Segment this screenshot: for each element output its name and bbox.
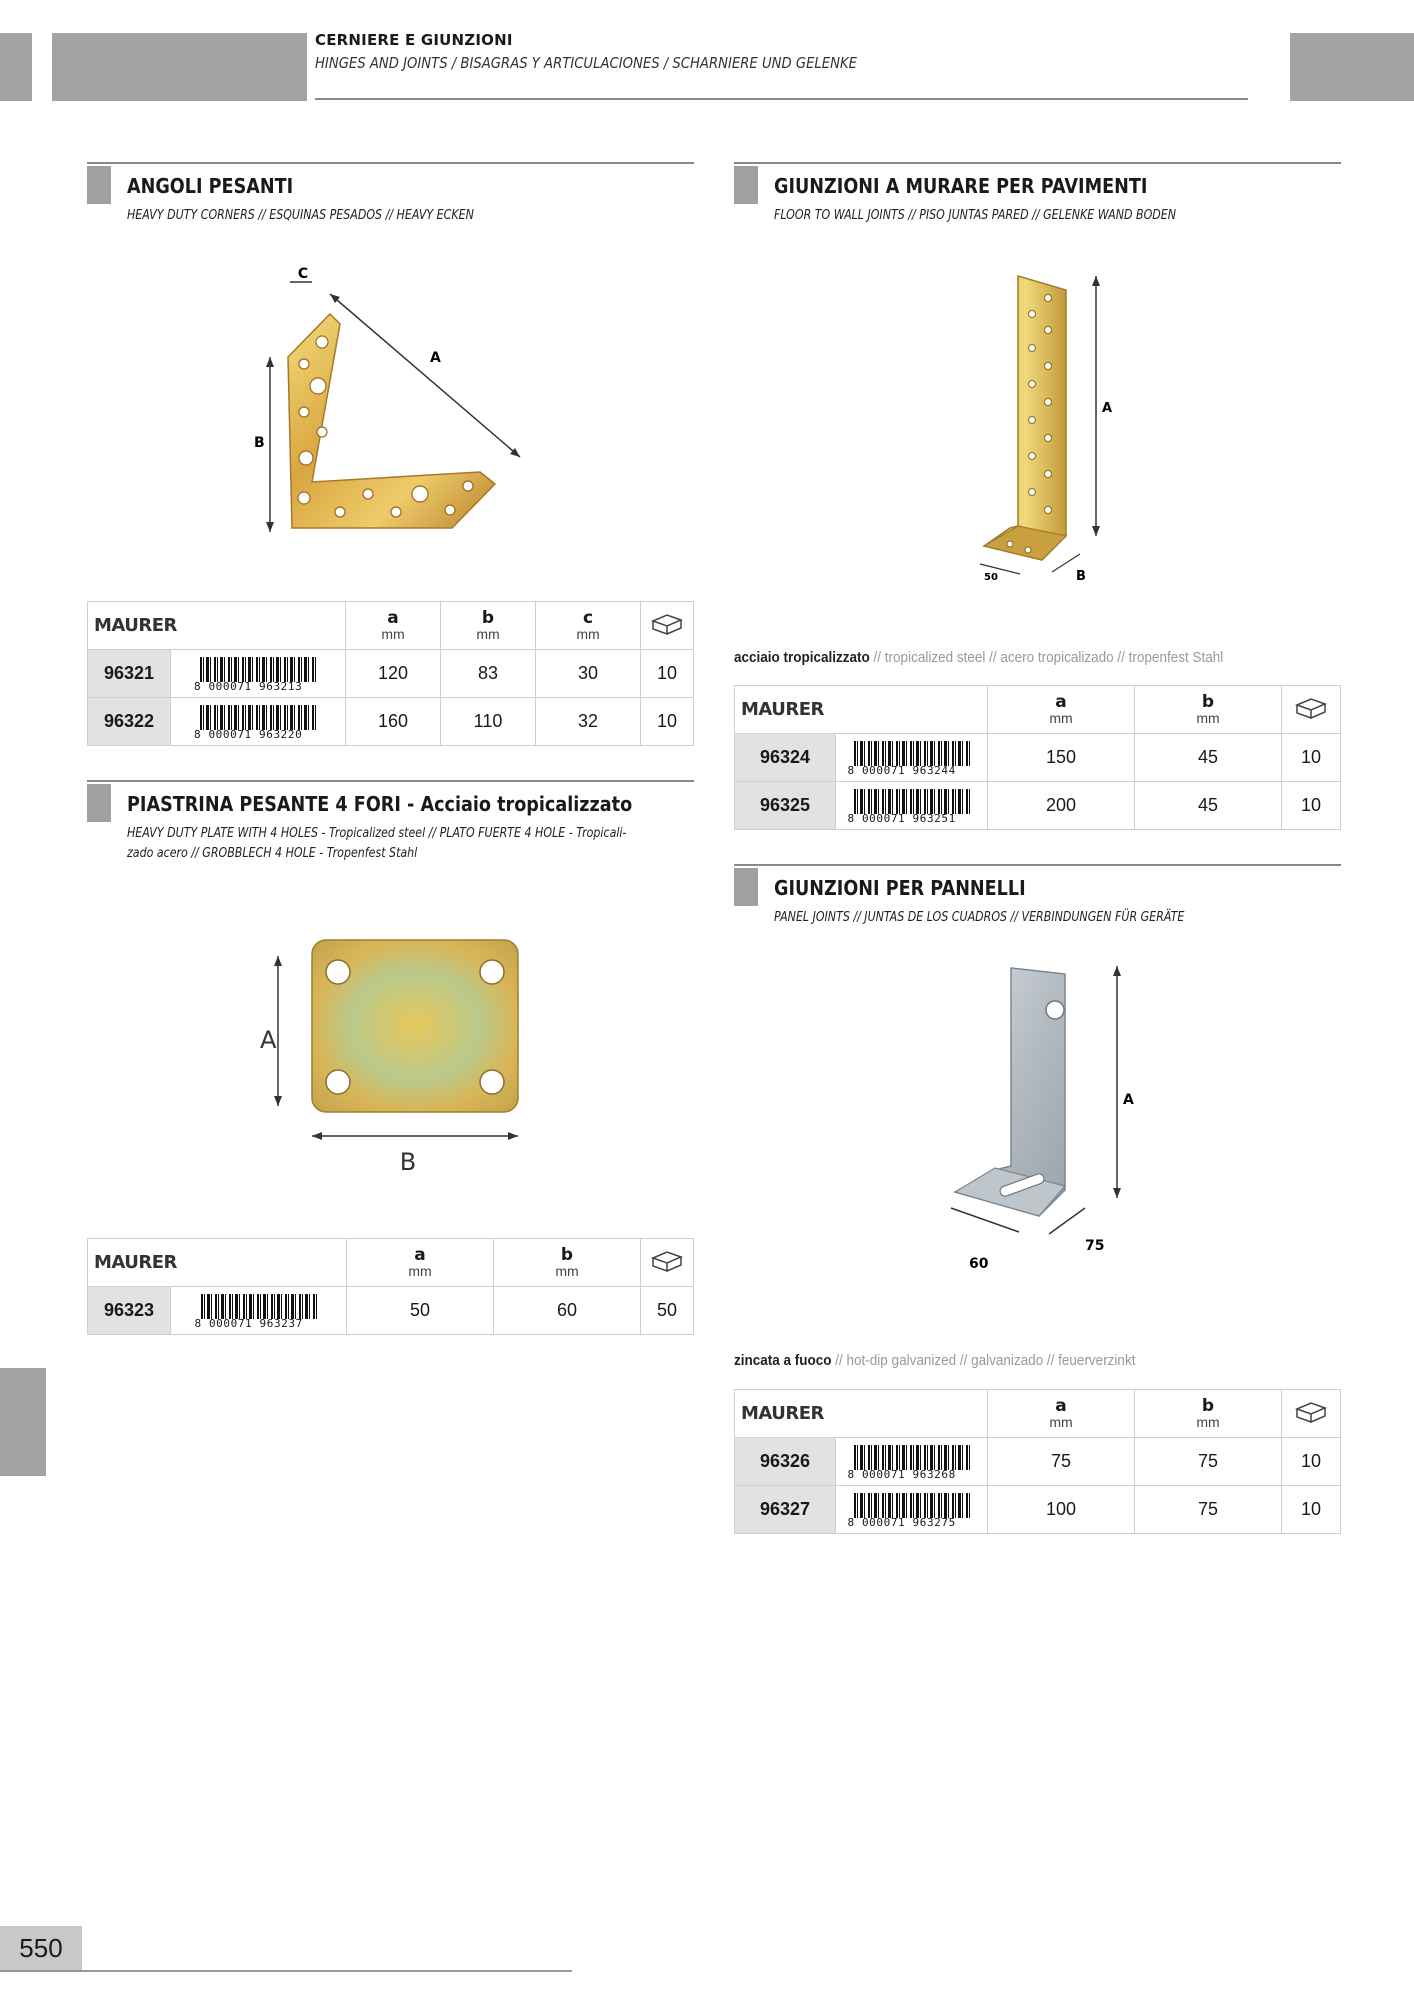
section-title: GIUNZIONI PER PANNELLI <box>774 876 1026 900</box>
dim-label-a: A <box>430 350 441 366</box>
value-b: 83 <box>441 650 536 698</box>
column-header-a: a mm <box>988 1390 1135 1438</box>
value-qty: 50 <box>641 1287 694 1335</box>
floor-wall-joint-diagram <box>970 268 1130 588</box>
section-title: GIUNZIONI A MURARE PER PAVIMENTI <box>774 174 1148 198</box>
barcode: 8 000071 963275 <box>836 1486 988 1534</box>
dim-label-60: 60 <box>969 1256 989 1272</box>
barcode: 8 000071 963251 <box>836 782 988 830</box>
section-title: ANGOLI PESANTI <box>127 174 294 198</box>
barcode: 8 000071 963237 <box>171 1287 347 1335</box>
table-row <box>735 1438 1341 1486</box>
table-giunzioni-murare <box>734 685 1341 830</box>
value-qty: 10 <box>1282 734 1341 782</box>
value-b: 75 <box>1135 1438 1282 1486</box>
value-a: 75 <box>988 1438 1135 1486</box>
package-box-icon <box>641 1239 694 1287</box>
section-subtitle: FLOOR TO WALL JOINTS // PISO JUNTAS PARED // GELENKE WAND BODEN <box>774 208 1177 223</box>
package-box-icon <box>641 602 694 650</box>
value-qty: 10 <box>1282 1486 1341 1534</box>
panel-joint-diagram <box>945 960 1145 1280</box>
section-giunzioni-murare <box>734 162 1341 232</box>
column-header-c: c mm <box>536 602 641 650</box>
value-a: 160 <box>346 698 441 746</box>
value-a: 50 <box>347 1287 494 1335</box>
section-marker <box>87 166 111 204</box>
value-b: 45 <box>1135 782 1282 830</box>
dim-label-a: A <box>1102 401 1113 416</box>
header-left-tab <box>0 33 32 101</box>
section-subtitle: HEAVY DUTY PLATE WITH 4 HOLES - Tropicalized steel // PLATO FUERTE 4 HOLE - Tropicali- zado acero // GROBBLECH 4 HOLE - Tropenfest Stahl <box>127 826 627 861</box>
product-code: 96324 <box>735 734 836 782</box>
value-qty: 10 <box>641 650 694 698</box>
section-angoli-pesanti <box>87 162 694 232</box>
value-b: 60 <box>494 1287 641 1335</box>
table-angoli-pesanti <box>87 601 694 746</box>
page-number: 550 <box>0 1926 82 1970</box>
section-title: PIASTRINA PESANTE 4 FORI - Acciaio tropicalizzato <box>127 792 633 816</box>
table-giunzioni-pannelli <box>734 1389 1341 1534</box>
dim-label-c: C <box>297 266 309 282</box>
value-b: 75 <box>1135 1486 1282 1534</box>
package-box-icon <box>1282 1390 1341 1438</box>
table-row <box>88 1287 694 1335</box>
barcode: 8 000071 963244 <box>836 734 988 782</box>
value-qty: 10 <box>641 698 694 746</box>
column-header-b: b mm <box>1135 686 1282 734</box>
heavy-corner-diagram <box>230 262 550 542</box>
product-code: 96326 <box>735 1438 836 1486</box>
material-note: zincata a fuoco // hot-dip galvanized // galvanizado // feuerverzinkt <box>734 1352 1136 1369</box>
barcode: 8 000071 963213 <box>171 650 346 698</box>
value-b: 45 <box>1135 734 1282 782</box>
section-rule <box>87 780 694 782</box>
product-code: 96325 <box>735 782 836 830</box>
header-rule <box>315 98 1248 100</box>
value-a: 200 <box>988 782 1135 830</box>
section-rule <box>87 162 694 164</box>
table-row <box>735 1486 1341 1534</box>
brand-logo: MAURER <box>735 686 988 734</box>
section-subtitle: PANEL JOINTS // JUNTAS DE LOS CUADROS // VERBINDUNGEN FÜR GERÄTE <box>774 910 1185 925</box>
column-header-a: a mm <box>346 602 441 650</box>
section-rule <box>734 162 1341 164</box>
dim-label-a: A <box>1123 1092 1134 1108</box>
value-b: 110 <box>441 698 536 746</box>
section-giunzioni-pannelli <box>734 864 1341 934</box>
value-qty: 10 <box>1282 782 1341 830</box>
side-index-tab <box>0 1368 46 1476</box>
section-marker <box>734 166 758 204</box>
header-title: CERNIERE E GIUNZIONI <box>315 31 513 49</box>
dim-label-b: B <box>1076 569 1086 584</box>
section-rule <box>734 864 1341 866</box>
product-code: 96322 <box>88 698 171 746</box>
section-marker <box>87 784 111 822</box>
product-code: 96323 <box>88 1287 171 1335</box>
table-piastrina-pesante <box>87 1238 694 1335</box>
value-a: 120 <box>346 650 441 698</box>
material-note: acciaio tropicalizzato // tropicalized steel // acero tropicalizado // tropenfest Stahl <box>734 649 1224 666</box>
header-right-tab <box>1290 33 1414 101</box>
column-header-b: b mm <box>441 602 536 650</box>
brand-logo: MAURER <box>735 1390 988 1438</box>
header-subtitle: HINGES AND JOINTS / BISAGRAS Y ARTICULACIONES / SCHARNIERE UND GELENKE <box>315 54 857 72</box>
product-code: 96321 <box>88 650 171 698</box>
table-row <box>735 734 1341 782</box>
column-header-a: a mm <box>347 1239 494 1287</box>
header-gray-banner <box>52 33 307 101</box>
value-qty: 10 <box>1282 1438 1341 1486</box>
dim-label-a: A <box>260 1026 277 1054</box>
brand-logo: MAURER <box>88 1239 347 1287</box>
table-row <box>88 650 694 698</box>
section-subtitle: HEAVY DUTY CORNERS // ESQUINAS PESADOS // HEAVY ECKEN <box>127 208 474 223</box>
table-row <box>735 782 1341 830</box>
package-box-icon <box>1282 686 1341 734</box>
value-c: 30 <box>536 650 641 698</box>
barcode: 8 000071 963268 <box>836 1438 988 1486</box>
heavy-plate-diagram <box>250 930 540 1180</box>
value-a: 150 <box>988 734 1135 782</box>
dim-label-b: B <box>254 435 265 451</box>
dim-label-75: 75 <box>1085 1238 1105 1254</box>
table-row <box>88 698 694 746</box>
product-code: 96327 <box>735 1486 836 1534</box>
section-marker <box>734 868 758 906</box>
value-c: 32 <box>536 698 641 746</box>
dim-label-b: B <box>399 1148 417 1176</box>
footer-rule <box>0 1970 572 1972</box>
brand-logo: MAURER <box>88 602 346 650</box>
barcode: 8 000071 963220 <box>171 698 346 746</box>
column-header-b: b mm <box>494 1239 641 1287</box>
dim-label-50: 50 <box>984 572 998 583</box>
value-a: 100 <box>988 1486 1135 1534</box>
column-header-b: b mm <box>1135 1390 1282 1438</box>
column-header-a: a mm <box>988 686 1135 734</box>
section-piastrina-pesante <box>87 780 694 870</box>
